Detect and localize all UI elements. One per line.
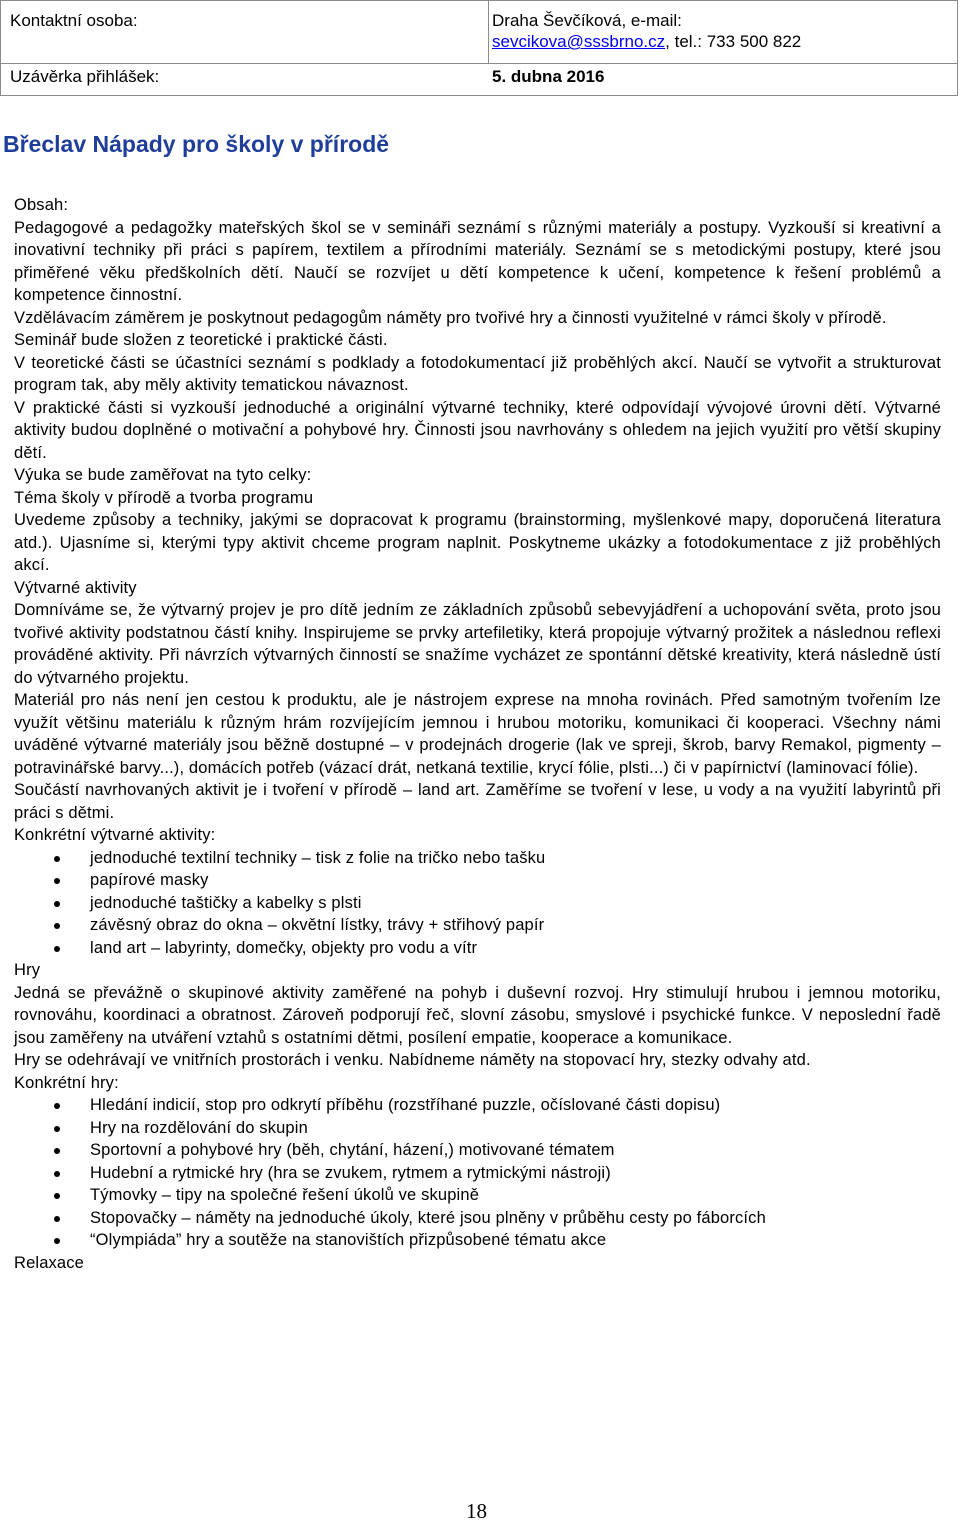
contact-phone: , tel.: 733 500 822	[665, 32, 802, 51]
paragraph: Jedná se převážně o skupinové aktivity zaměřené na pohyb i duševní rozvoj. Hry stimulují hrubou i jemnou motoriku, rovnováhu, koordinaci a obratnost. Zároveň podporují řeč, slovní zásobu, smyslové i psychické funkce. V neposlední řadě jsou zaměřeny na utváření vztahů s ostatními dětmi, posílení empatie, kooperace a komunikace.	[14, 983, 941, 1047]
list-item	[14, 914, 941, 937]
paragraph: Uvedeme způsoby a techniky, jakými se dopracovat k programu (brainstorming, myšlenkové mapy, doporučená literatura atd.). Ujasníme si, kterými typy aktivit chceme program naplnit. Poskytneme ukázky a fotodokumentace z již proběhlých akcí.	[14, 511, 941, 574]
list-item	[14, 1229, 941, 1252]
contact-label: Kontaktní osoba:	[10, 11, 138, 30]
list-item-text: Sportovní a pohybové hry (běh, chytání, házení,) motivované tématem	[90, 1141, 615, 1159]
paragraph: Konkrétní hry:	[14, 1073, 119, 1092]
paragraph: Výtvarné aktivity	[14, 578, 137, 597]
bullet-icon	[54, 856, 60, 862]
course-title: Břeclav Nápady pro školy v přírodě	[3, 131, 390, 157]
list-item	[14, 1139, 941, 1162]
bullet-icon	[54, 946, 60, 952]
bullet-icon	[54, 1148, 60, 1154]
contact-name: Draha Ševčíková, e-mail:	[492, 11, 682, 30]
list-item	[14, 1184, 941, 1207]
closing-heading: Relaxace	[14, 1253, 84, 1272]
list-item	[14, 1094, 941, 1117]
games-list	[14, 1094, 941, 1252]
contact-info-table	[0, 0, 958, 96]
list-item-text: jednoduché taštičky a kabelky s plsti	[90, 893, 362, 912]
paragraph: Hry se odehrávají ve vnitřních prostorách i venku. Nabídneme náměty na stopovací hry, stezky odvahy atd.	[14, 1051, 811, 1069]
paragraph: V praktické části si vyzkouší jednoduché a originální výtvarné techniky, které odpovídají vývojové úrovni dětí. Výtvarné aktivity budou doplněné o motivační a pohybové hry. Činnosti jsou navrhovány s ohledem na jejich využití pro větší skupiny dětí.	[14, 398, 941, 462]
bullet-icon	[54, 1126, 60, 1132]
list-item	[14, 847, 941, 870]
list-item-text: land art – labyrinty, domečky, objekty pro vodu a vítr	[90, 938, 478, 957]
paragraph: Materiál pro nás není jen cestou k produktu, ale je nástrojem exprese na mnoha rovinách. Před samotným tvořením lze využít většinu materiálu k různým hrám rozvíjejícím jemnou i hrubou motoriku, komunikaci či kooperaci. Všechny námi uváděné výtvarné materiály jsou běžně dostupné – v prodejnách drogerie (lak ve spreji, škrob, barvy Remakol, pigmenty – potravinářské barvy...), domácích potřeb (vázací drát, netkaná textilie, krycí fólie, plsti...) či v papírnictví (laminovací fólie).	[14, 691, 941, 777]
deadline-value: 5. dubna 2016	[492, 67, 605, 86]
bullet-icon	[54, 901, 60, 907]
description-section-1	[14, 194, 941, 847]
paragraph: Hry	[14, 961, 41, 979]
list-item-text: závěsný obraz do okna – okvětní lístky, trávy + střihový papír	[90, 916, 545, 934]
list-item	[14, 937, 941, 960]
list-item-text: “Olympiáda” hry a soutěže na stanovištích přizpůsobené tématu akce	[90, 1231, 607, 1249]
course-description	[14, 194, 941, 1274]
list-item-text: Týmovky – tipy na společné řešení úkolů ve skupině	[90, 1186, 480, 1204]
paragraph: Pedagogové a pedagožky mateřských škol se v semináři seznámí s různými materiály a postupy. Vyzkouší si kreativní a inovativní techniky při práci s papírem, textilem a přírodními materiály. Seznámí se s metodickými postupy, které jsou přiměřené věku předškolních dětí. Naučí se rozvíjet u dětí kompetence k učení, kompetence k řešení problémů a kompetence činnostní.	[14, 218, 941, 304]
paragraph: Domníváme se, že výtvarný projev je pro dítě jedním ze základních způsobů sebevyjádření a uchopování světa, proto jsou tvořivé aktivity podstatnou částí knihy. Inspirujeme se prvky artefiletiky, která propojuje výtvarný prožitek a následnou reflexi prováděné aktivity. Při návrzích výtvarných činností se snažíme vycházet ze spontánní dětské kreativity, která následně ústí do výtvarného projektu.	[14, 601, 941, 687]
paragraph: Součástí navrhovaných aktivit je i tvoření v přírodě – land art. Zaměříme se tvoření v lese, u vody a na využití labyrintů při práci s dětmi.	[14, 781, 941, 822]
paragraph: Téma školy v přírodě a tvorba programu	[14, 488, 314, 507]
bullet-icon	[54, 923, 60, 929]
list-item-text: Hudební a rytmické hry (hra se zvukem, rytmem a rytmickými nástroji)	[90, 1163, 611, 1182]
paragraph: Seminář bude složen z teoretické i praktické části.	[14, 331, 388, 349]
contact-email-link[interactable]: sevcikova@sssbrno.cz	[492, 32, 666, 51]
list-item-text: jednoduché textilní techniky – tisk z folie na tričko nebo tašku	[90, 848, 546, 867]
list-item	[14, 1117, 941, 1140]
list-item	[14, 892, 941, 915]
bullet-icon	[54, 878, 60, 884]
list-item-text: Hry na rozdělování do skupin	[90, 1118, 308, 1137]
paragraph: V teoretické části se účastníci seznámí s podklady a fotodokumentací již proběhlých akcí. Naučí se vytvořit a strukturovat program tak, aby měly aktivity tematickou návaznost.	[14, 353, 941, 394]
bullet-icon	[54, 1193, 60, 1199]
bullet-icon	[54, 1103, 60, 1109]
list-item	[14, 1207, 941, 1230]
paragraph: Konkrétní výtvarné aktivity:	[14, 826, 216, 844]
list-item-text: Hledání indicií, stop pro odkrytí příběhu (rozstříhané puzzle, očíslované části dopisu)	[90, 1096, 721, 1114]
bullet-icon	[54, 1238, 60, 1244]
paragraph: Výuka se bude zaměřovat na tyto celky:	[14, 466, 312, 484]
paragraph: Obsah:	[14, 196, 69, 214]
page-number: 18	[466, 1499, 487, 1523]
contact-value	[492, 10, 932, 52]
list-item-text: Stopovačky – náměty na jednoduché úkoly, které jsou plněny v průběhu cesty po fáborcích	[90, 1208, 766, 1227]
description-section-2	[14, 959, 941, 1094]
list-item-text: papírové masky	[90, 871, 209, 889]
bullet-icon	[54, 1171, 60, 1177]
art-activities-list	[14, 847, 941, 960]
list-item	[14, 1162, 941, 1185]
paragraph: Vzdělávacím záměrem je poskytnout pedagogům náměty pro tvořivé hry a činnosti využitelné v rámci školy v přírodě.	[14, 308, 887, 327]
deadline-label: Uzávěrka přihlášek:	[10, 67, 160, 86]
table-column-divider	[488, 1, 489, 63]
bullet-icon	[54, 1216, 60, 1222]
table-row-divider	[1, 63, 957, 64]
list-item	[14, 869, 941, 892]
